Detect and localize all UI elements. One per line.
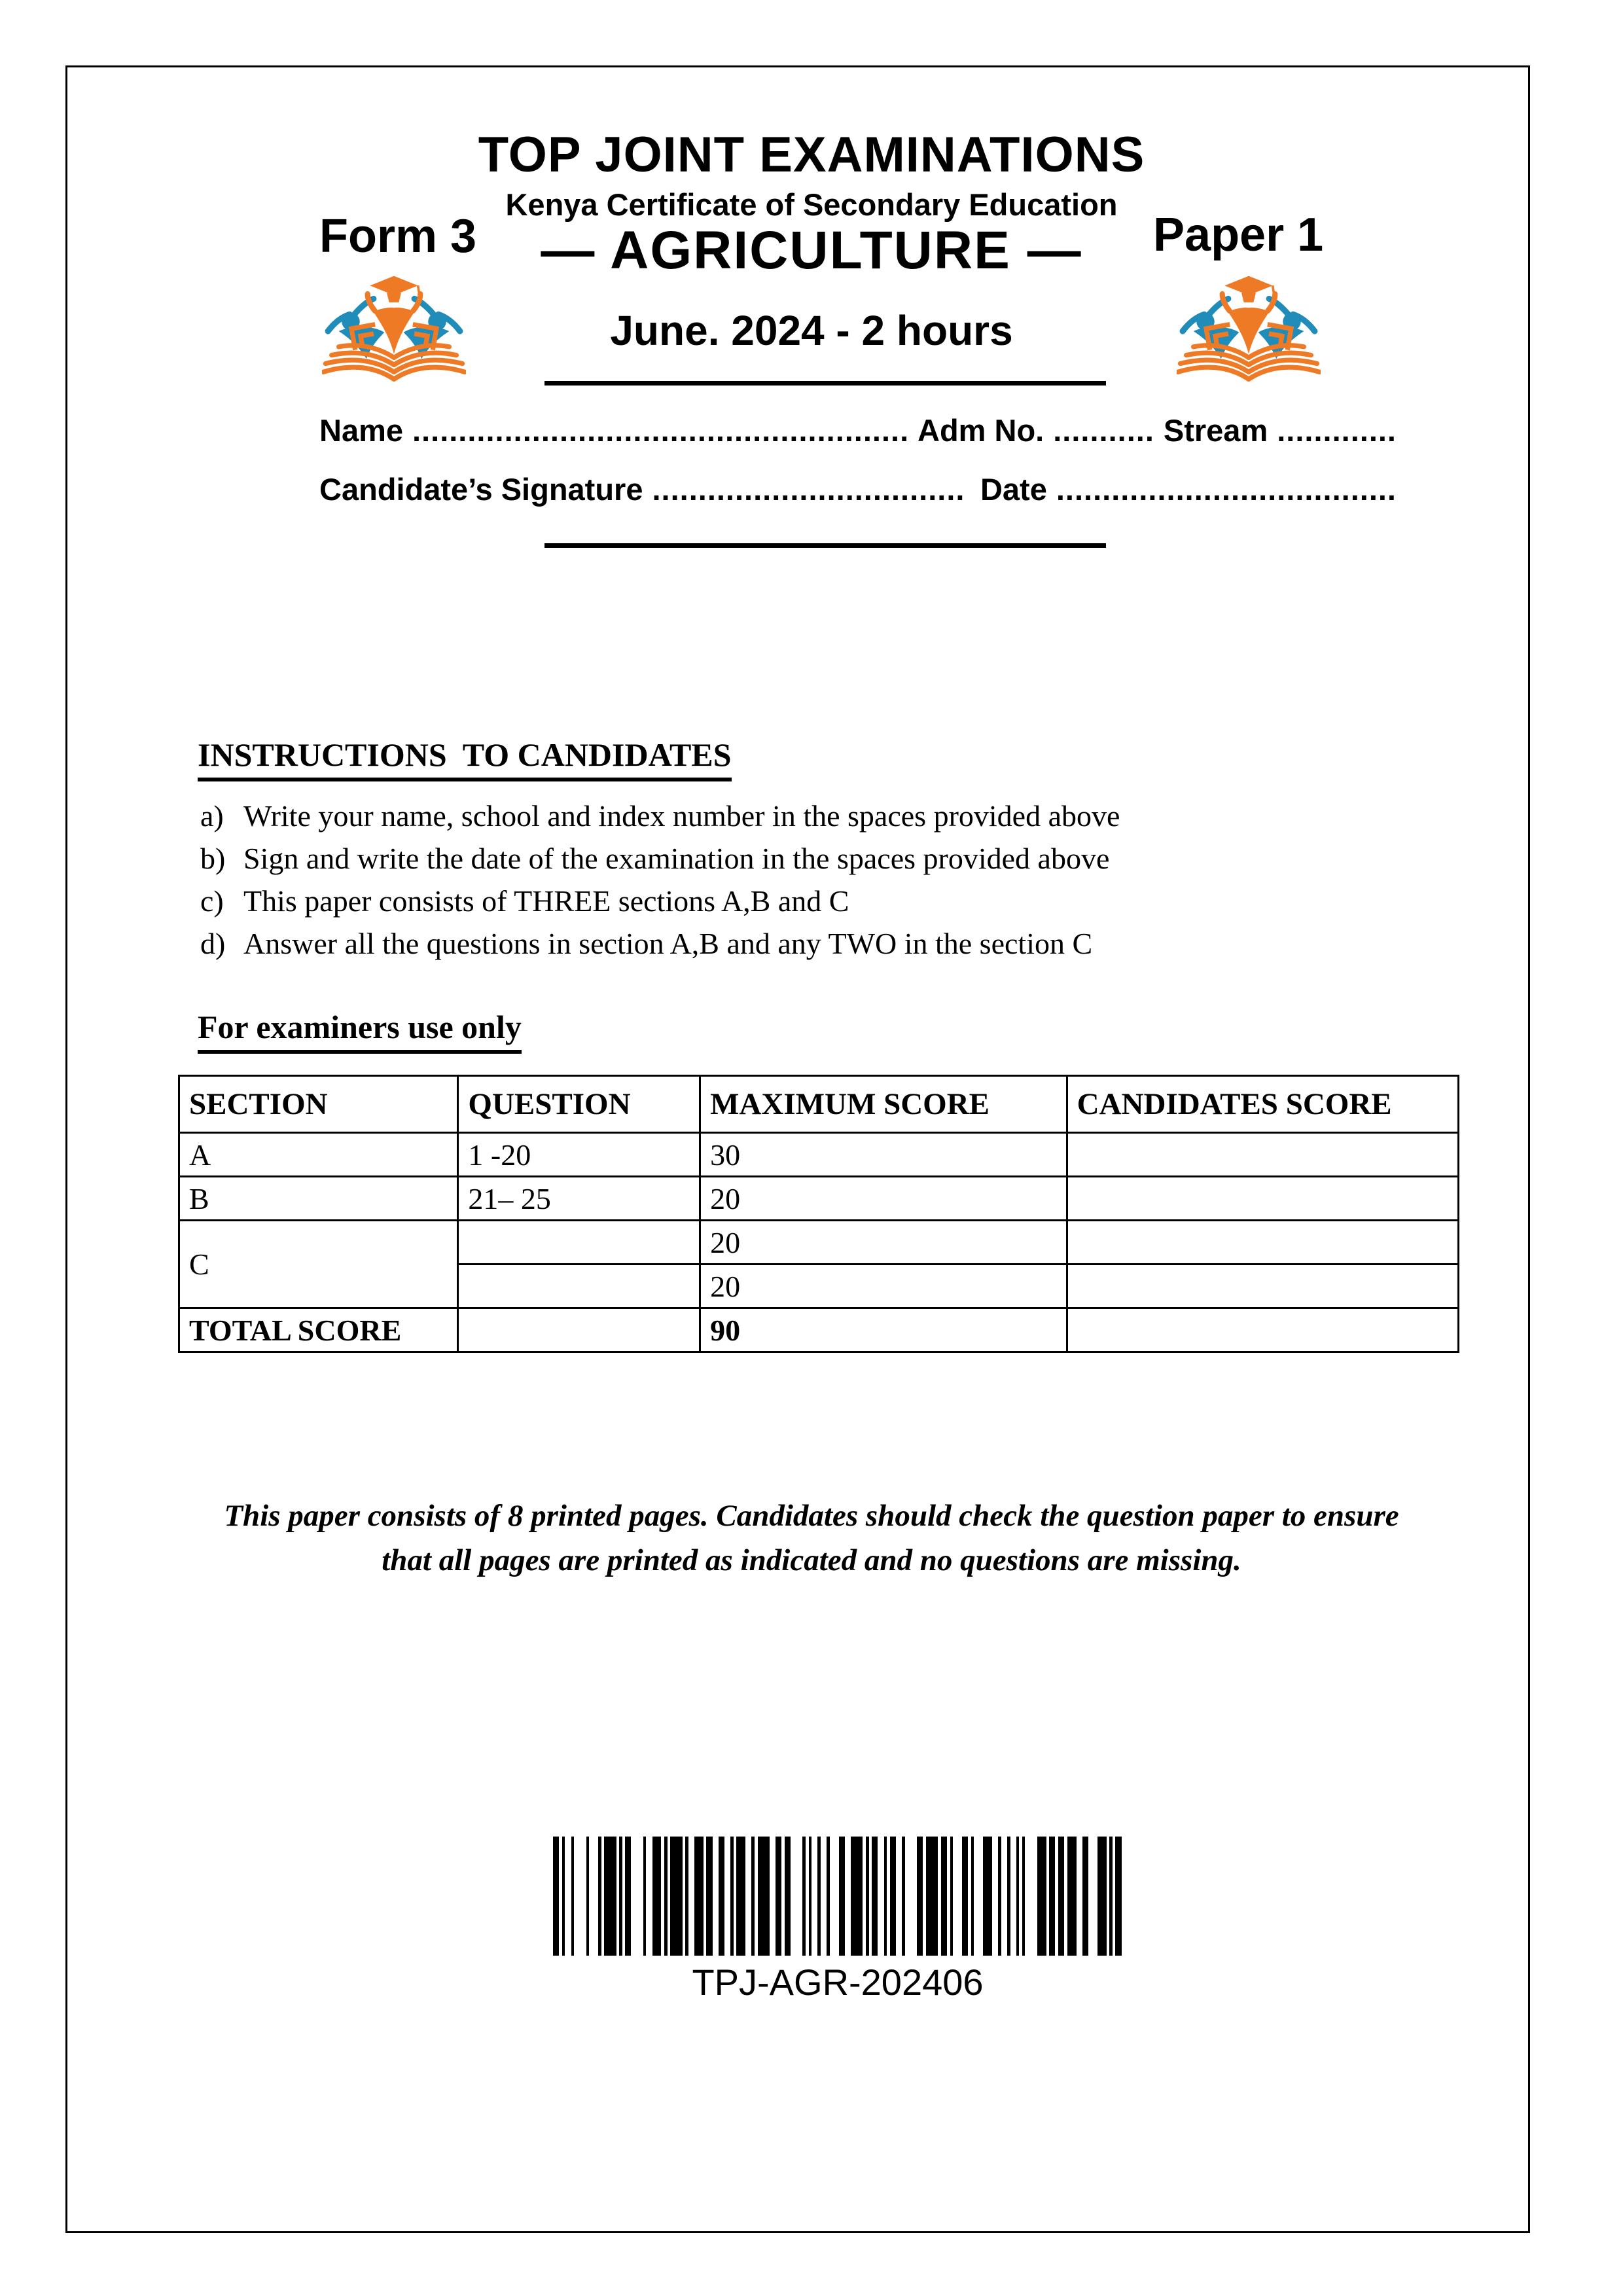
barcode-bar	[758, 1837, 770, 1956]
adm-no-label: Adm No.	[918, 413, 1044, 448]
table-row	[179, 1177, 1459, 1221]
adm-no-blank-line: ...........	[1053, 413, 1154, 448]
barcode-space	[713, 1837, 719, 1956]
column-header: CANDIDATES SCORE	[1067, 1076, 1458, 1133]
barcode-bar	[1058, 1837, 1064, 1956]
instruction-item	[200, 929, 1378, 959]
table-cell: B	[179, 1177, 458, 1221]
barcode-bar	[941, 1837, 947, 1956]
barcode-bar	[1115, 1837, 1121, 1956]
exam-title: TOP JOINT EXAMINATIONS	[478, 127, 1145, 183]
barcode-space	[896, 1837, 902, 1956]
name-field	[319, 412, 909, 448]
signature-blank-line: ..................................	[652, 472, 965, 507]
table-cell: 20	[700, 1221, 1067, 1265]
barcode-space	[631, 1837, 643, 1956]
instruction-text: Answer all the questions in section A,B and any TWO in the section C	[243, 927, 1093, 960]
name-label: Name	[319, 413, 404, 448]
signature-label: Candidate’s Signature	[319, 472, 643, 507]
barcode-space	[1088, 1837, 1097, 1956]
barcode-bar	[926, 1837, 938, 1956]
barcode-bar	[962, 1837, 968, 1956]
barcode-space	[770, 1837, 776, 1956]
paper-number-label: Paper 1	[1153, 209, 1324, 261]
header-divider-line	[544, 381, 1106, 386]
table-cell	[458, 1221, 700, 1265]
barcode-bar	[706, 1837, 712, 1956]
table-cell	[1067, 1177, 1458, 1221]
barcode-bar	[983, 1837, 992, 1956]
column-header: SECTION	[179, 1076, 458, 1133]
barcode-text: TPJ-AGR-202406	[692, 1962, 984, 2003]
barcode-bar	[625, 1837, 631, 1956]
examiners-heading: For examiners use only	[198, 1008, 522, 1054]
adm-stream-fields	[918, 412, 1397, 448]
barcode-bar	[851, 1837, 863, 1956]
table-cell	[458, 1265, 700, 1308]
table-cell	[458, 1308, 700, 1352]
instruction-item	[200, 844, 1378, 874]
barcode-space	[1025, 1837, 1037, 1956]
barcode-bar	[736, 1837, 745, 1956]
barcode-space	[845, 1837, 851, 1956]
footer-note: This paper consists of 8 printed pages. Candidates should check the question paper to ensure that all pages are printed as indicated and no questions are missing.	[224, 1499, 1399, 1578]
signature-field-row	[319, 471, 1397, 507]
table-row	[179, 1308, 1459, 1352]
instructions-heading: INSTRUCTIONS TO CANDIDATES	[198, 736, 732, 781]
barcode-bar	[670, 1837, 682, 1956]
table-row	[179, 1221, 1459, 1265]
barcode-space	[821, 1837, 827, 1956]
instruction-item	[200, 801, 1378, 831]
instruction-letter: a)	[200, 799, 224, 833]
barcode-space	[974, 1837, 983, 1956]
table-cell: 20	[700, 1265, 1067, 1308]
signature-field	[319, 471, 965, 507]
instruction-item	[200, 886, 1378, 916]
barcode-space	[905, 1837, 917, 1956]
table-cell	[1067, 1265, 1458, 1308]
barcode-space	[812, 1837, 817, 1956]
column-header: QUESTION	[458, 1076, 700, 1133]
exam-date-duration: June. 2024 - 2 hours	[610, 307, 1013, 354]
barcode-bar	[839, 1837, 845, 1956]
barcode-space	[646, 1837, 652, 1956]
barcode-bar	[917, 1837, 923, 1956]
instruction-text: Sign and write the date of the examination in the spaces provided above	[243, 842, 1110, 875]
table-cell: TOTAL SCORE	[179, 1308, 458, 1352]
form-level-label: Form 3	[319, 210, 477, 262]
barcode-space	[574, 1837, 586, 1956]
barcode-space	[688, 1837, 694, 1956]
table-cell: C	[179, 1221, 458, 1308]
table-cell	[1067, 1221, 1458, 1265]
barcode-bar	[604, 1837, 616, 1956]
barcode-bar	[1049, 1837, 1055, 1956]
score-table-header-row	[179, 1076, 1459, 1133]
column-header: MAXIMUM SCORE	[700, 1076, 1067, 1133]
instruction-letter: b)	[200, 842, 226, 875]
barcode-space	[589, 1837, 598, 1956]
barcode-bar	[890, 1837, 896, 1956]
instruction-text: Write your name, school and index number in the spaces provided above	[243, 799, 1120, 833]
barcode-bar	[785, 1837, 791, 1956]
date-label: Date	[980, 472, 1047, 507]
table-cell: 21– 25	[458, 1177, 700, 1221]
name-field-row	[319, 412, 1397, 448]
table-cell	[1067, 1133, 1458, 1177]
score-table	[178, 1075, 1459, 1353]
header-divider-line-2	[544, 543, 1106, 548]
barcode-space	[1010, 1837, 1016, 1956]
table-cell: 1 -20	[458, 1133, 700, 1177]
table-cell	[1067, 1308, 1458, 1352]
barcode-space	[724, 1837, 730, 1956]
table-cell: 20	[700, 1177, 1067, 1221]
barcode-space	[953, 1837, 962, 1956]
barcode-bar	[1067, 1837, 1077, 1956]
instructions-list	[200, 801, 1378, 971]
table-cell: 30	[700, 1133, 1067, 1177]
barcode-bar	[1037, 1837, 1046, 1956]
barcode	[553, 1837, 1122, 1956]
table-cell: A	[179, 1133, 458, 1177]
barcode-bar	[719, 1837, 724, 1956]
barcode-bar	[652, 1837, 662, 1956]
stream-blank-line: .............	[1277, 413, 1397, 448]
exam-subtitle: Kenya Certificate of Secondary Education	[505, 187, 1118, 222]
instruction-letter: c)	[200, 884, 224, 918]
table-cell: 90	[700, 1308, 1067, 1352]
instruction-text: This paper consists of THREE sections A,B and C	[243, 884, 849, 918]
school-logo-icon	[1177, 267, 1321, 388]
barcode-space	[565, 1837, 571, 1956]
barcode-bar	[1097, 1837, 1107, 1956]
stream-label: Stream	[1163, 413, 1268, 448]
barcode-space	[791, 1837, 802, 1956]
barcode-space	[992, 1837, 998, 1956]
name-blank-line: ......................................................	[412, 413, 910, 448]
barcode-bar	[1082, 1837, 1088, 1956]
date-field	[980, 471, 1397, 507]
barcode-space	[1001, 1837, 1007, 1956]
date-blank-line: .....................................	[1056, 472, 1397, 507]
table-row	[179, 1133, 1459, 1177]
barcode-bar	[872, 1837, 878, 1956]
barcode-bar	[694, 1837, 704, 1956]
school-logo-icon	[322, 267, 466, 388]
barcode-space	[830, 1837, 839, 1956]
barcode-space	[878, 1837, 883, 1956]
instruction-letter: d)	[200, 927, 226, 960]
barcode-bar	[553, 1837, 559, 1956]
barcode-space	[745, 1837, 751, 1956]
barcode-space	[1077, 1837, 1082, 1956]
subject-title: — AGRICULTURE —	[541, 221, 1082, 280]
barcode-bar	[776, 1837, 781, 1956]
